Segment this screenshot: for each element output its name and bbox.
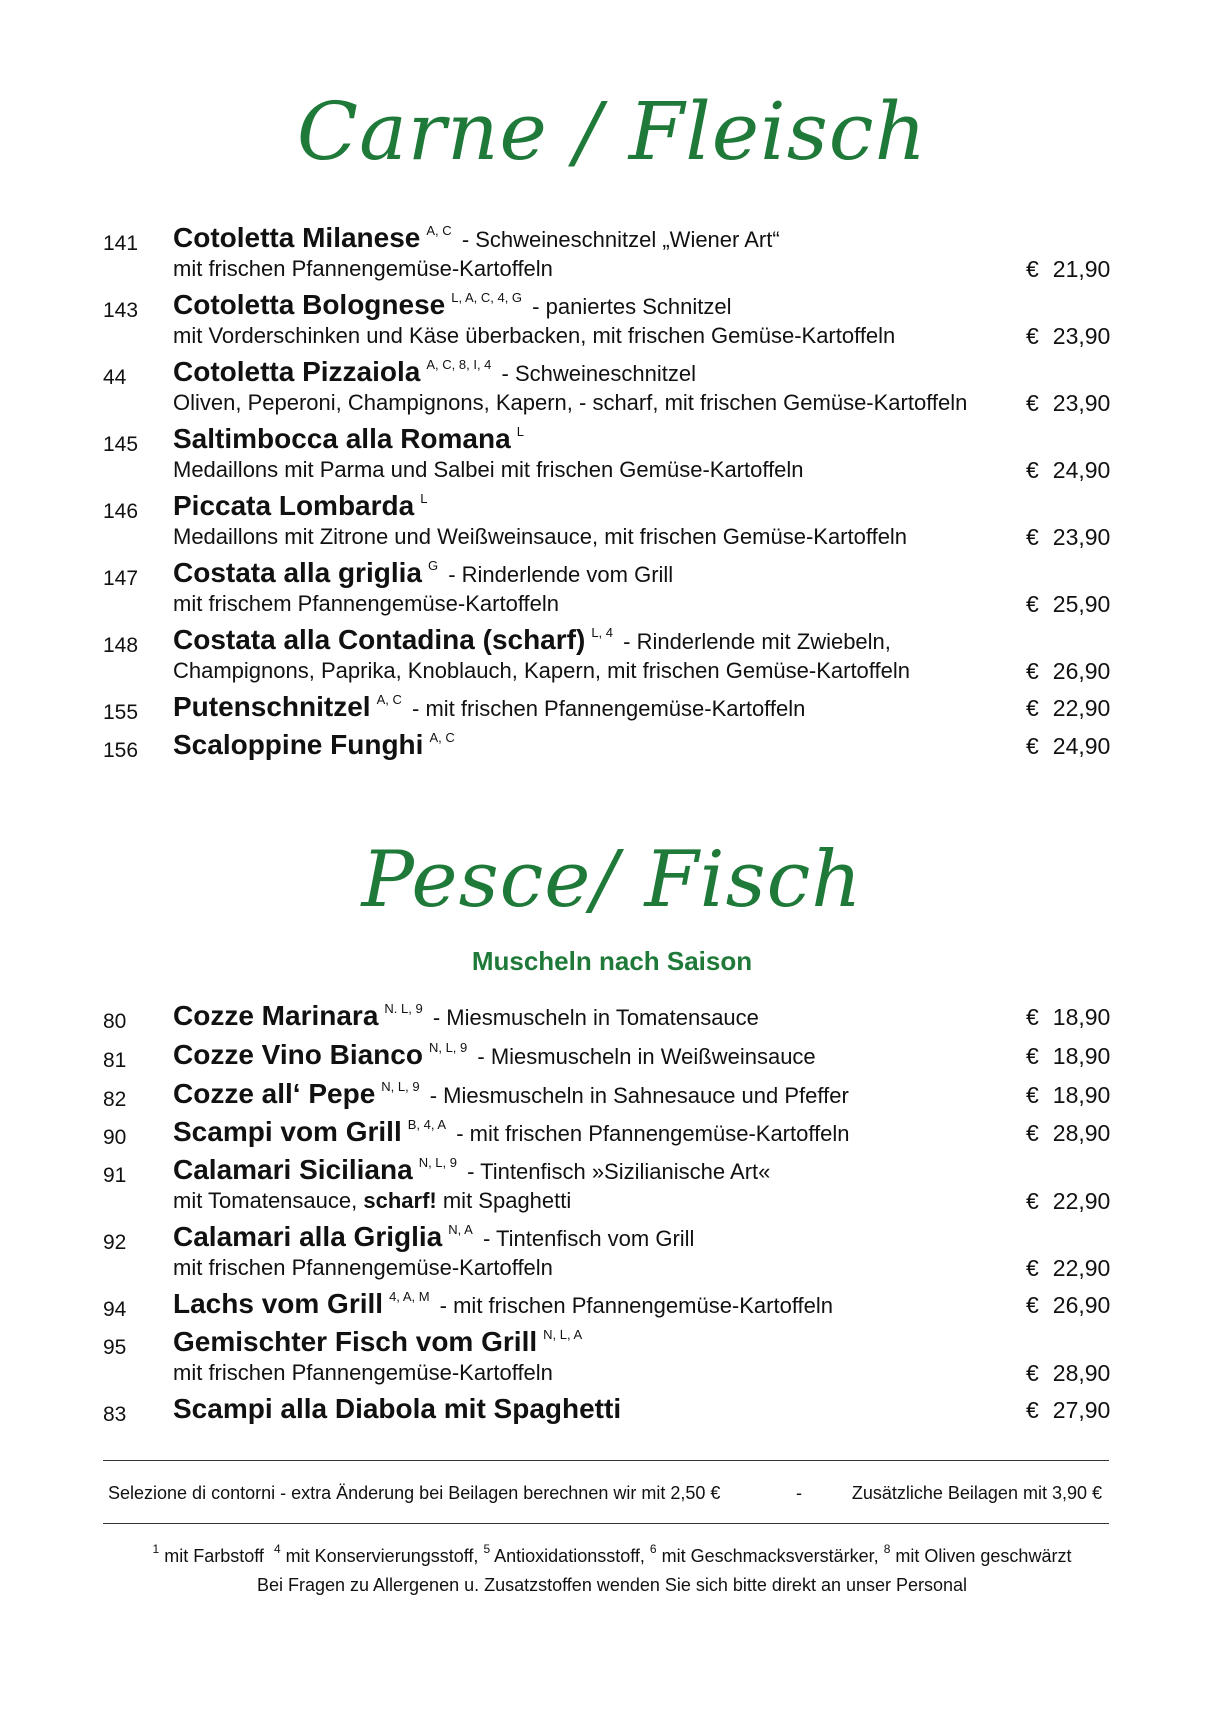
item-allergens: L xyxy=(516,424,524,439)
separator-dash: - xyxy=(796,1483,802,1503)
item-name: Saltimbocca alla Romana xyxy=(173,423,511,454)
item-description: - mit frischen Pfannengemüse-Kartoffeln xyxy=(456,1121,850,1146)
item-number: 143 xyxy=(103,299,139,322)
item-name: Calamari alla Griglia xyxy=(173,1221,443,1252)
price-value: 24,90 xyxy=(1052,457,1111,483)
item-price xyxy=(1026,1120,1110,1147)
footnote-number: 5 xyxy=(483,1542,491,1556)
item-description: - Schweineschnitzel „Wiener Art“ xyxy=(461,227,780,252)
footnote-text: mit Konservierungsstoff, xyxy=(285,1546,479,1566)
item-number: 95 xyxy=(103,1336,127,1359)
side-dish-change-note: Selezione di contorni - extra Änderung bei Beilagen berechnen wir mit 2,50 € xyxy=(108,1483,721,1503)
item-allergens: N, L, 9 xyxy=(418,1155,457,1170)
item-allergens: L, 4 xyxy=(591,625,613,640)
item-allergens: N, L, A xyxy=(543,1327,583,1342)
line2-emphasis: scharf! xyxy=(363,1188,437,1213)
footnote-text: Antioxidationsstoff, xyxy=(494,1546,645,1566)
item-price xyxy=(1026,1360,1110,1387)
price-value: 22,90 xyxy=(1052,1188,1111,1214)
item-description-line2: mit frischen Pfannengemüse-Kartoffeln xyxy=(173,1360,553,1385)
item-allergens: G xyxy=(427,558,439,573)
currency-symbol: € xyxy=(1026,390,1039,416)
item-price xyxy=(1026,1004,1110,1031)
currency-symbol: € xyxy=(1026,1397,1039,1423)
footnote-number: 8 xyxy=(883,1542,891,1556)
item-name: Cotoletta Bolognese xyxy=(173,289,446,320)
item-name: Costata alla griglia xyxy=(173,557,422,588)
item-description-line2: Medaillons mit Parma und Salbei mit frischen Gemüse-Kartoffeln xyxy=(173,457,804,482)
item-name: Cozze Vino Bianco xyxy=(173,1039,423,1070)
item-allergens: N, L, 9 xyxy=(428,1040,468,1055)
price-value: 22,90 xyxy=(1052,695,1111,721)
item-allergens: L xyxy=(420,491,428,506)
item-number: 83 xyxy=(103,1403,127,1426)
price-value: 18,90 xyxy=(1052,1004,1111,1030)
price-value: 28,90 xyxy=(1052,1360,1111,1386)
price-value: 18,90 xyxy=(1052,1082,1111,1108)
price-value: 23,90 xyxy=(1052,390,1111,416)
item-number: 92 xyxy=(103,1231,127,1254)
price-value: 26,90 xyxy=(1052,658,1111,684)
item-allergens: L, A, C, 4, G xyxy=(451,290,523,305)
item-name: Costata alla Contadina (scharf) xyxy=(173,624,586,655)
item-description: - Miesmuscheln in Sahnesauce und Pfeffer xyxy=(429,1083,849,1108)
item-description: - Tintenfisch »Sizilianische Art« xyxy=(467,1159,771,1184)
item-number: 141 xyxy=(103,232,139,255)
item-price xyxy=(1026,323,1110,350)
price-value: 23,90 xyxy=(1052,524,1111,550)
item-price xyxy=(1026,256,1110,283)
item-description-line2: Champignons, Paprika, Knoblauch, Kapern, mit frischen Gemüse-Kartoffeln xyxy=(173,658,910,683)
divider xyxy=(103,1523,1109,1524)
item-description: - Tintenfisch vom Grill xyxy=(482,1226,695,1251)
fish-section-title: Pesce/ Fisch xyxy=(361,835,863,925)
price-value: 22,90 xyxy=(1052,1255,1111,1281)
item-name: Scaloppine Funghi xyxy=(173,729,424,760)
footnote-text: mit Geschmacksverstärker, xyxy=(661,1546,879,1566)
line2-text: mit Spaghetti xyxy=(442,1188,572,1213)
item-price xyxy=(1026,457,1110,484)
item-price xyxy=(1026,658,1110,685)
allergen-info-note: Bei Fragen zu Allergenen u. Zusatzstoffen wenden Sie sich bitte direkt an unser Personal xyxy=(256,1575,968,1595)
currency-symbol: € xyxy=(1026,323,1039,349)
price-value: 27,90 xyxy=(1052,1397,1111,1423)
item-number: 145 xyxy=(103,433,139,456)
item-price xyxy=(1026,1082,1110,1109)
price-value: 26,90 xyxy=(1052,1292,1111,1318)
item-number: 156 xyxy=(103,739,139,762)
item-description-line2: mit Vorderschinken und Käse überbacken, mit frischen Gemüse-Kartoffeln xyxy=(173,323,896,348)
item-number: 148 xyxy=(103,634,139,657)
item-description: - paniertes Schnitzel xyxy=(532,294,732,319)
footnote-text: mit Oliven geschwärzt xyxy=(895,1546,1072,1566)
item-price xyxy=(1026,733,1110,760)
currency-symbol: € xyxy=(1026,1360,1039,1386)
item-number: 44 xyxy=(103,366,127,389)
item-name: Gemischter Fisch vom Grill xyxy=(173,1326,538,1357)
item-price xyxy=(1026,524,1110,551)
item-description: - Rinderlende mit Zwiebeln, xyxy=(623,629,891,654)
currency-symbol: € xyxy=(1026,1120,1039,1146)
item-allergens: N, A xyxy=(448,1222,473,1237)
item-price xyxy=(1026,1188,1110,1215)
item-allergens: 4, A, M xyxy=(389,1289,430,1304)
currency-symbol: € xyxy=(1026,256,1039,282)
additives-legend xyxy=(0,1544,1224,1567)
currency-symbol: € xyxy=(1026,457,1039,483)
item-price xyxy=(1026,1397,1110,1424)
item-allergens: B, 4, A xyxy=(407,1117,447,1132)
item-description: - mit frischen Pfannengemüse-Kartoffeln xyxy=(439,1293,834,1318)
item-description: - mit frischen Pfannengemüse-Kartoffeln xyxy=(412,696,806,721)
item-name: Scampi alla Diabola mit Spaghetti xyxy=(173,1393,622,1424)
footnote-number: 6 xyxy=(649,1542,657,1556)
item-name: Cozze all‘ Pepe xyxy=(173,1078,376,1109)
price-value: 18,90 xyxy=(1052,1043,1111,1069)
footnote-number: 1 xyxy=(152,1542,160,1556)
meat-section-title: Carne / Fleisch xyxy=(296,85,928,178)
currency-symbol: € xyxy=(1026,1004,1039,1030)
item-description-line2: Oliven, Peperoni, Champignons, Kapern, - scharf, mit frischen Gemüse-Kartoffeln xyxy=(173,390,968,415)
footnote-text: mit Farbstoff xyxy=(164,1546,264,1566)
price-value: 24,90 xyxy=(1052,733,1111,759)
currency-symbol: € xyxy=(1026,1188,1039,1214)
item-description: - Schweineschnitzel xyxy=(501,361,696,386)
item-price xyxy=(1026,695,1110,722)
item-description: - Miesmuscheln in Weißweinsauce xyxy=(477,1044,816,1069)
currency-symbol: € xyxy=(1026,1082,1039,1108)
price-value: 21,90 xyxy=(1052,256,1111,282)
footnote-number: 4 xyxy=(273,1542,281,1556)
currency-symbol: € xyxy=(1026,1292,1039,1318)
item-name: Cozze Marinara xyxy=(173,1000,379,1031)
item-allergens: A, C xyxy=(429,730,455,745)
currency-symbol: € xyxy=(1026,1255,1039,1281)
price-value: 25,90 xyxy=(1052,591,1111,617)
item-number: 82 xyxy=(103,1088,127,1111)
currency-symbol: € xyxy=(1026,733,1039,759)
line2-text: mit Tomatensauce, xyxy=(173,1188,358,1213)
item-number: 146 xyxy=(103,500,139,523)
divider xyxy=(103,1460,1109,1461)
item-price xyxy=(1026,1043,1110,1070)
item-price xyxy=(1026,390,1110,417)
item-allergens: A, C xyxy=(376,692,402,707)
currency-symbol: € xyxy=(1026,1043,1039,1069)
currency-symbol: € xyxy=(1026,695,1039,721)
item-description-line2: mit frischem Pfannengemüse-Kartoffeln xyxy=(173,591,559,616)
item-price xyxy=(1026,591,1110,618)
item-name: Lachs vom Grill xyxy=(173,1288,384,1319)
item-name: Scampi vom Grill xyxy=(173,1116,402,1147)
item-number: 90 xyxy=(103,1126,127,1149)
item-description: - Miesmuscheln in Tomatensauce xyxy=(432,1005,759,1030)
item-name: Calamari Siciliana xyxy=(173,1154,413,1185)
currency-symbol: € xyxy=(1026,524,1039,550)
extra-side-note: Zusätzliche Beilagen mit 3,90 € xyxy=(851,1483,1102,1503)
item-name: Piccata Lombarda xyxy=(173,490,415,521)
fish-section-subtitle: Muscheln nach Saison xyxy=(471,946,753,976)
item-number: 94 xyxy=(103,1298,127,1321)
item-description-line2 xyxy=(173,1188,571,1214)
item-allergens: N. L, 9 xyxy=(384,1001,423,1016)
item-name: Putenschnitzel xyxy=(173,691,371,722)
item-number: 91 xyxy=(103,1164,127,1187)
item-number: 81 xyxy=(103,1049,127,1072)
item-description-line2: Medaillons mit Zitrone und Weißweinsauce, mit frischen Gemüse-Kartoffeln xyxy=(173,524,908,549)
item-price xyxy=(1026,1292,1110,1319)
item-allergens: N, L, 9 xyxy=(381,1079,420,1094)
item-description-line2: mit frischen Pfannengemüse-Kartoffeln xyxy=(173,256,553,281)
item-number: 155 xyxy=(103,701,139,724)
item-allergens: A, C xyxy=(426,223,452,238)
item-number: 147 xyxy=(103,567,139,590)
item-allergens: A, C, 8, I, 4 xyxy=(426,357,492,372)
price-value: 28,90 xyxy=(1052,1120,1111,1146)
item-name: Cotoletta Milanese xyxy=(173,222,421,253)
item-description: - Rinderlende vom Grill xyxy=(448,562,674,587)
item-description-line2: mit frischen Pfannengemüse-Kartoffeln xyxy=(173,1255,553,1280)
item-name: Cotoletta Pizzaiola xyxy=(173,356,421,387)
item-number: 80 xyxy=(103,1010,127,1033)
currency-symbol: € xyxy=(1026,591,1039,617)
price-value: 23,90 xyxy=(1052,323,1111,349)
item-price xyxy=(1026,1255,1110,1282)
currency-symbol: € xyxy=(1026,658,1039,684)
